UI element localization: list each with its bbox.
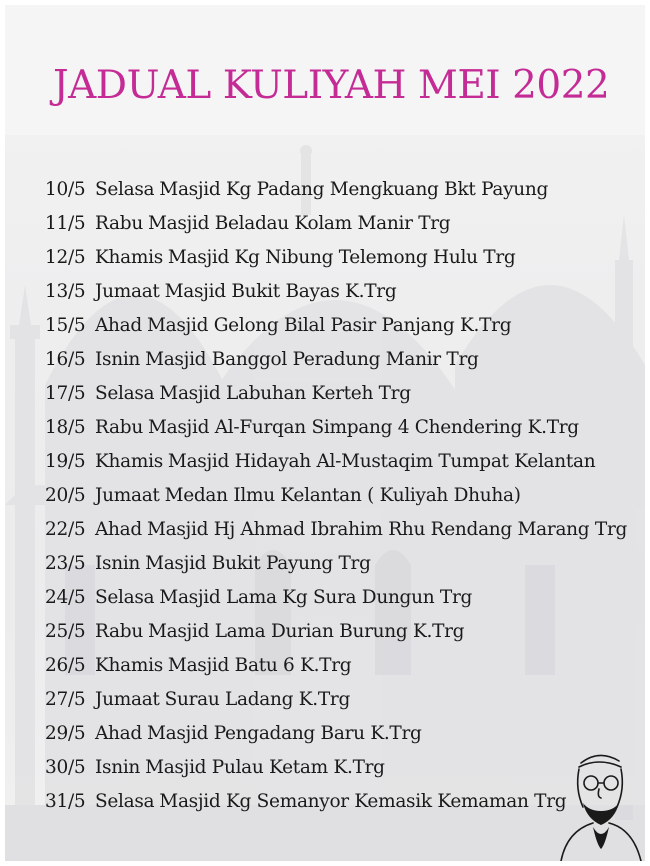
schedule-venue: Masjid Hj Ahmad Ibrahim Rhu Rendang Marang Trg [146, 519, 628, 540]
schedule-day: Selasa [95, 179, 155, 200]
schedule-row [45, 719, 627, 753]
schedule-row [45, 651, 627, 685]
schedule-row [45, 685, 627, 719]
schedule-row [45, 583, 627, 617]
schedule-day: Ahad [95, 519, 142, 540]
schedule-day: Rabu [95, 417, 143, 438]
schedule-venue: Masjid Kg Nibung Telemong Hulu Trg [167, 247, 516, 268]
schedule-day: Selasa [95, 383, 155, 404]
schedule-date: 23/5 [45, 553, 86, 574]
schedule-date: 18/5 [45, 417, 86, 438]
schedule-venue: Masjid Bukit Payung Trg [145, 553, 371, 574]
schedule-date: 29/5 [45, 723, 86, 744]
schedule-row [45, 447, 627, 481]
schedule-row [45, 787, 627, 821]
schedule-venue: Masjid Banggol Peradung Manir Trg [145, 349, 479, 370]
schedule-day: Jumaat [95, 485, 160, 506]
schedule-venue: Masjid Lama Kg Sura Dungun Trg [159, 587, 473, 608]
schedule-day: Selasa [95, 791, 155, 812]
schedule-venue: Masjid Al-Furqan Simpang 4 Chendering K.Trg [147, 417, 579, 438]
schedule-date: 24/5 [45, 587, 86, 608]
schedule-row [45, 481, 627, 515]
schedule-day: Rabu [95, 621, 143, 642]
schedule-date: 16/5 [45, 349, 86, 370]
schedule-row [45, 549, 627, 583]
schedule-venue: Masjid Beladau Kolam Manir Trg [147, 213, 451, 234]
speaker-portrait-drawing [553, 745, 645, 861]
schedule-date: 19/5 [45, 451, 86, 472]
schedule-day: Isnin [95, 349, 141, 370]
schedule-date: 25/5 [45, 621, 86, 642]
schedule-venue: Medan Ilmu Kelantan ( Kuliyah Dhuha) [164, 485, 521, 506]
schedule-venue: Masjid Lama Durian Burung K.Trg [147, 621, 465, 642]
schedule-day: Rabu [95, 213, 143, 234]
schedule-date: 17/5 [45, 383, 86, 404]
schedule-venue: Masjid Batu 6 K.Trg [167, 655, 352, 676]
schedule-date: 20/5 [45, 485, 86, 506]
schedule-list [45, 175, 627, 821]
schedule-date: 11/5 [45, 213, 86, 234]
schedule-day: Selasa [95, 587, 155, 608]
schedule-venue: Masjid Pulau Ketam K.Trg [145, 757, 385, 778]
schedule-date: 30/5 [45, 757, 86, 778]
schedule-venue: Masjid Kg Semanyor Kemasik Kemaman Trg [159, 791, 567, 812]
schedule-row [45, 243, 627, 277]
schedule-date: 22/5 [45, 519, 86, 540]
schedule-row [45, 379, 627, 413]
schedule-date: 27/5 [45, 689, 86, 710]
schedule-venue: Masjid Kg Padang Mengkuang Bkt Payung [159, 179, 549, 200]
schedule-venue: Masjid Pengadang Baru K.Trg [146, 723, 422, 744]
schedule-day: Khamis [95, 655, 163, 676]
schedule-day: Ahad [95, 723, 142, 744]
schedule-day: Ahad [95, 315, 142, 336]
schedule-day: Khamis [95, 451, 163, 472]
schedule-row [45, 617, 627, 651]
schedule-venue: Masjid Bukit Bayas K.Trg [164, 281, 397, 302]
schedule-date: 26/5 [45, 655, 86, 676]
schedule-row [45, 209, 627, 243]
schedule-date: 15/5 [45, 315, 86, 336]
schedule-date: 31/5 [45, 791, 86, 812]
schedule-day: Khamis [95, 247, 163, 268]
schedule-row [45, 413, 627, 447]
schedule-row [45, 753, 627, 787]
schedule-venue: Masjid Gelong Bilal Pasir Panjang K.Trg [146, 315, 512, 336]
schedule-day: Isnin [95, 553, 141, 574]
schedule-venue: Masjid Labuhan Kerteh Trg [159, 383, 411, 404]
schedule-date: 13/5 [45, 281, 86, 302]
schedule-row [45, 277, 627, 311]
schedule-date: 12/5 [45, 247, 86, 268]
schedule-venue: Masjid Hidayah Al-Mustaqim Tumpat Kelantan [167, 451, 596, 472]
schedule-day: Jumaat [95, 281, 160, 302]
schedule-day: Jumaat [95, 689, 160, 710]
schedule-row [45, 175, 627, 209]
schedule-day: Isnin [95, 757, 141, 778]
schedule-date: 10/5 [45, 179, 86, 200]
schedule-venue: Surau Ladang K.Trg [164, 689, 350, 710]
schedule-row [45, 345, 627, 379]
page-title: JADUAL KULIYAH MEI 2022 [53, 63, 610, 108]
schedule-row [45, 515, 627, 549]
schedule-row [45, 311, 627, 345]
